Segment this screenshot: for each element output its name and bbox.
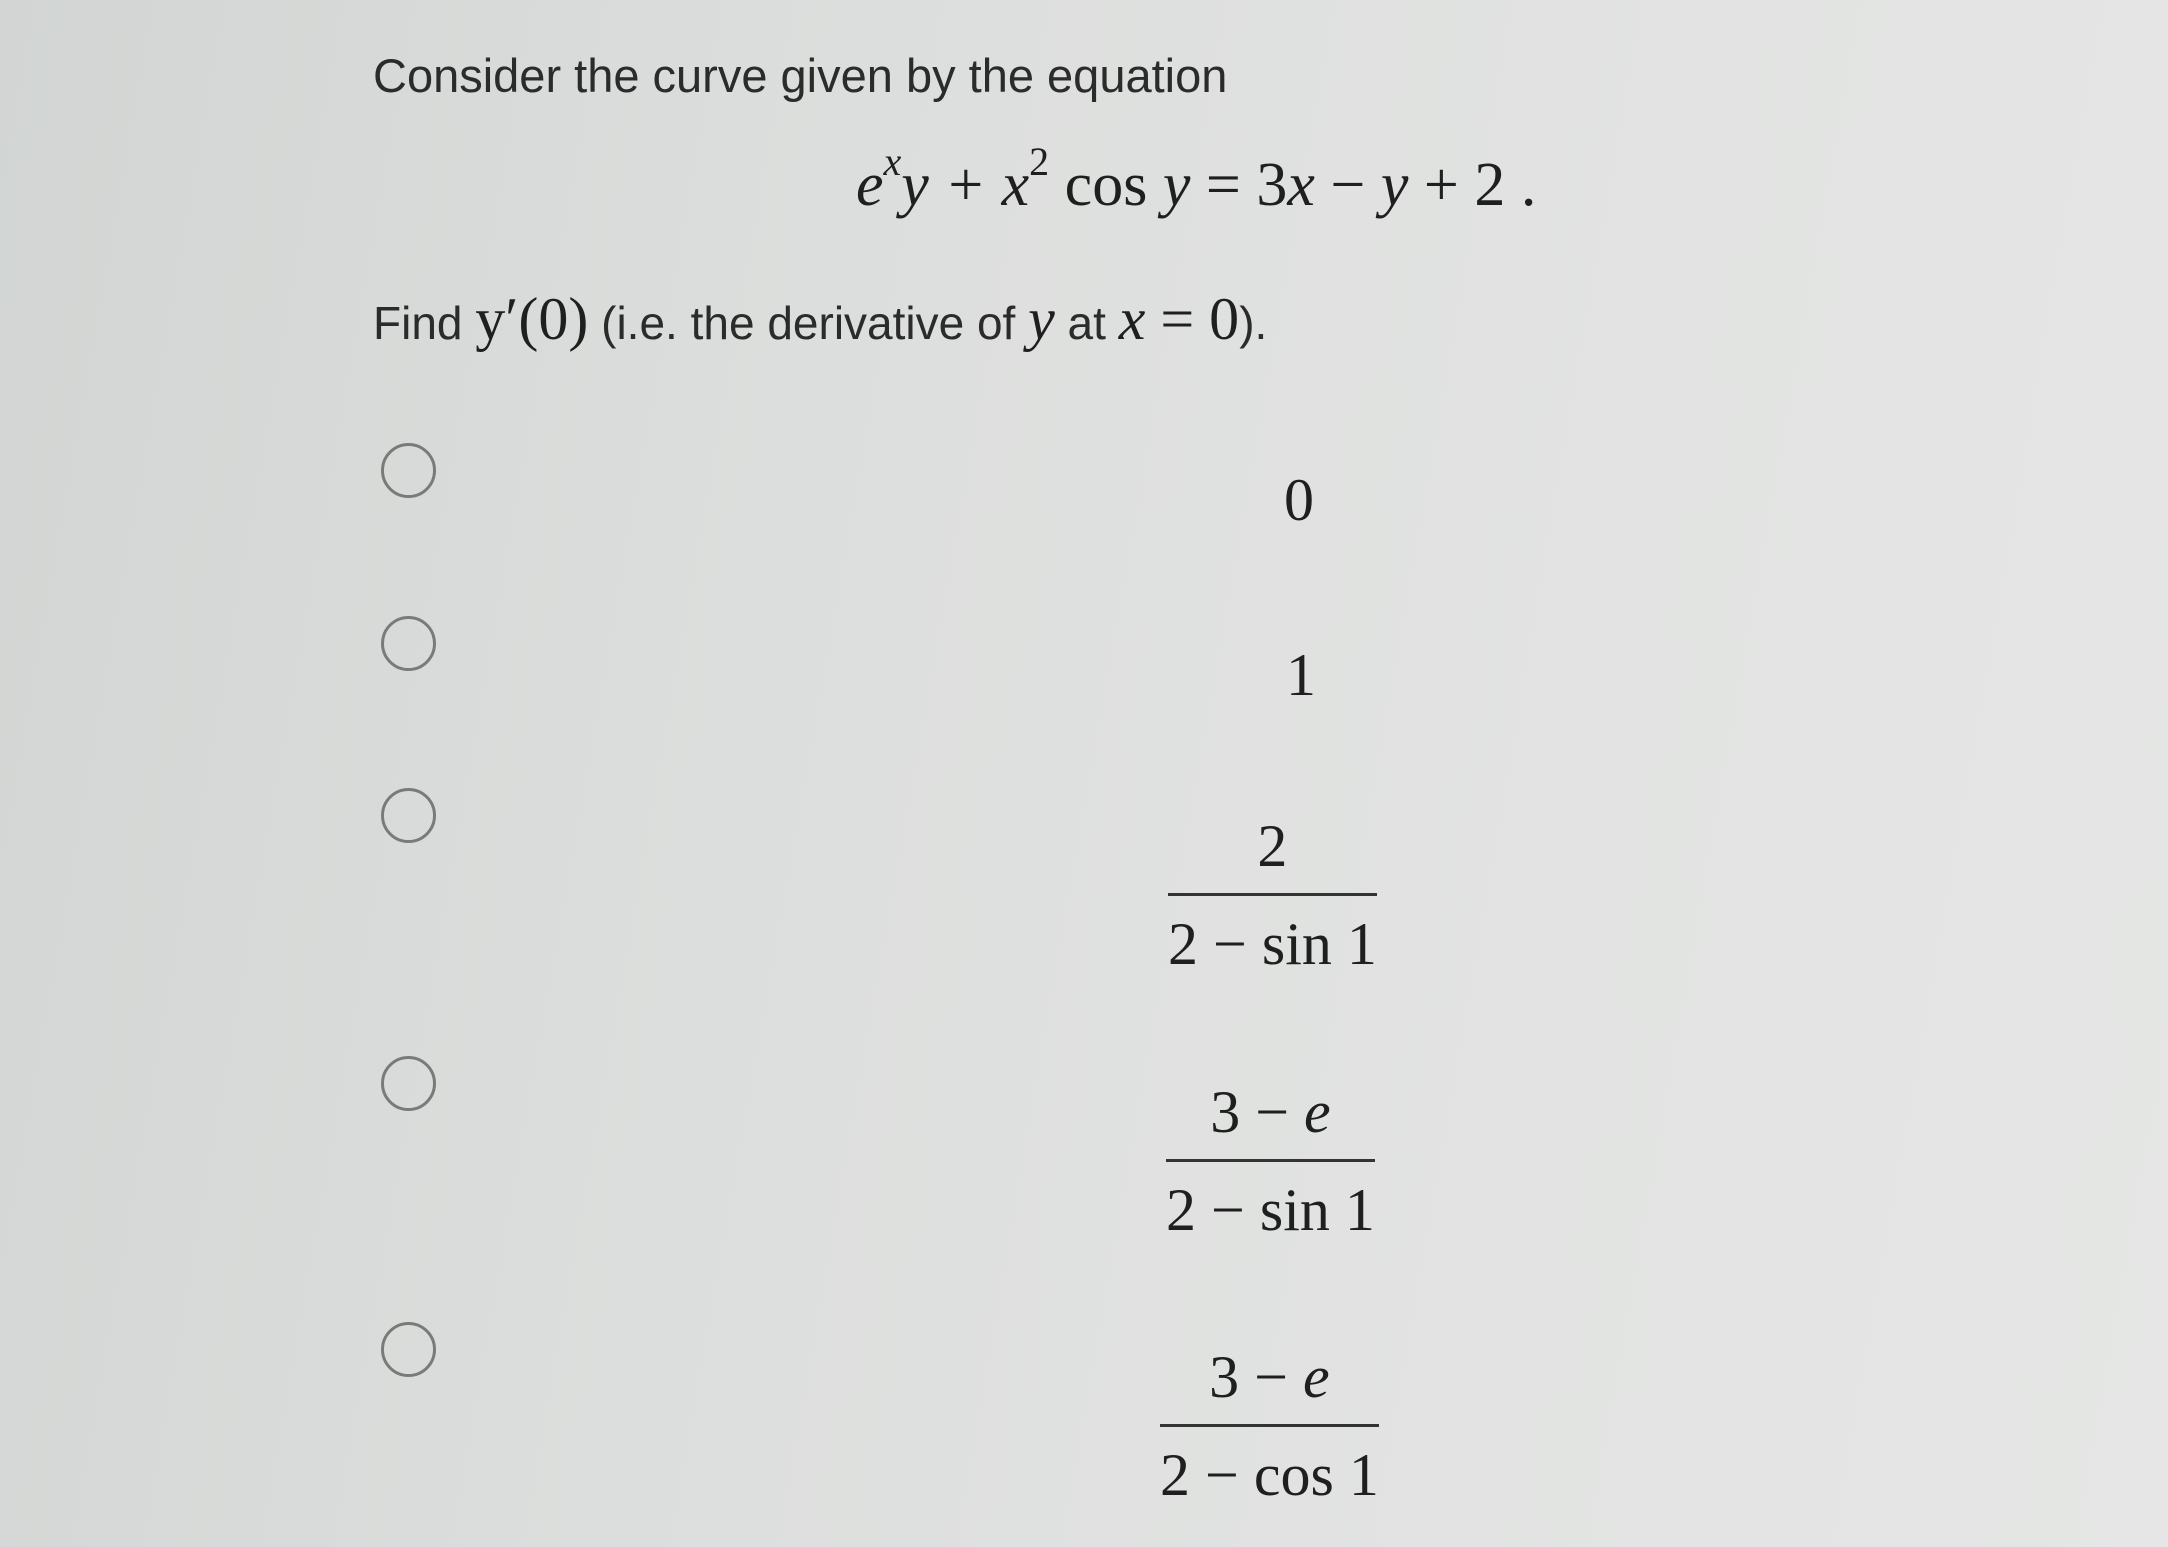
option-fraction bbox=[1160, 1343, 1379, 1510]
eq-rhs-y: y bbox=[1380, 151, 1409, 219]
radio-button[interactable] bbox=[381, 443, 436, 498]
numerator-three-minus: 3 − bbox=[1210, 1079, 1305, 1145]
eq-lhs-terms: y + x bbox=[901, 151, 1030, 219]
eq-rhs-x: x bbox=[1287, 151, 1315, 219]
find-yprime: y′(0) bbox=[475, 286, 589, 352]
curve-equation bbox=[856, 139, 1537, 221]
fraction-numerator bbox=[1210, 1078, 1330, 1159]
find-eq-zero: = 0 bbox=[1145, 286, 1240, 352]
find-at: at bbox=[1054, 297, 1119, 349]
radio-button[interactable] bbox=[381, 1056, 436, 1111]
eq-exponent-2: 2 bbox=[1029, 139, 1050, 185]
option-fraction bbox=[1168, 812, 1377, 979]
fraction-numerator: 2 bbox=[1257, 813, 1288, 879]
find-word: Find bbox=[373, 297, 476, 349]
eq-minus: − bbox=[1314, 151, 1381, 219]
eq-equals: = 3 bbox=[1190, 151, 1288, 219]
find-instruction bbox=[373, 285, 1267, 354]
eq-rhs-end: + 2 . bbox=[1408, 151, 1537, 219]
eq-cos: cos bbox=[1049, 151, 1163, 219]
fraction-denominator: 2 − sin 1 bbox=[1168, 911, 1377, 977]
radio-button[interactable] bbox=[381, 1322, 436, 1377]
option-value: 0 bbox=[1284, 467, 1314, 533]
find-ie: (i.e. the derivative of bbox=[588, 297, 1029, 349]
radio-button[interactable] bbox=[381, 788, 436, 843]
question-prompt: Consider the curve given by the equation bbox=[373, 49, 1228, 102]
find-y: y bbox=[1028, 286, 1055, 352]
numerator-three-minus: 3 − bbox=[1209, 1344, 1304, 1410]
fraction-denominator: 2 − cos 1 bbox=[1160, 1442, 1379, 1508]
find-x: x bbox=[1118, 286, 1146, 352]
fraction-denominator: 2 − sin 1 bbox=[1166, 1177, 1375, 1243]
option-fraction bbox=[1166, 1078, 1375, 1245]
radio-button[interactable] bbox=[381, 616, 436, 671]
numerator-e: e bbox=[1303, 1344, 1330, 1410]
find-close: ). bbox=[1239, 297, 1268, 349]
eq-e: e bbox=[856, 151, 884, 219]
eq-cos-arg: y bbox=[1162, 151, 1191, 219]
option-value: 1 bbox=[1286, 642, 1316, 708]
numerator-e: e bbox=[1304, 1079, 1331, 1145]
eq-exponent-x: x bbox=[883, 139, 902, 185]
fraction-numerator bbox=[1209, 1343, 1329, 1424]
